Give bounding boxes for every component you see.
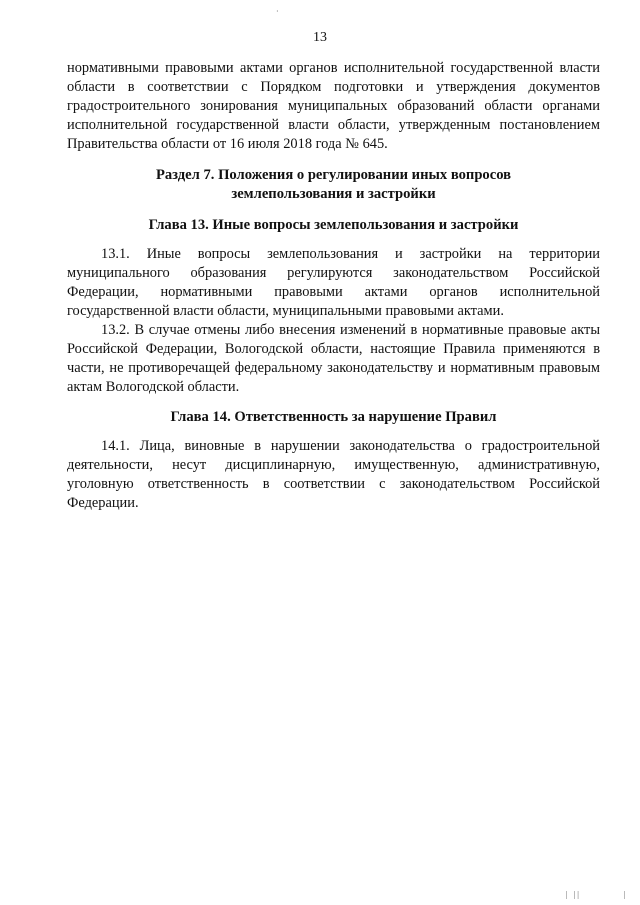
clause-13-1: 13.1. Иные вопросы землепользования и застройки на территории муниципального образования регулируются законодательством Российской Федерации, нормативными правовыми актами органов исполнительной государственной власти области, муниципальными правовыми актами. <box>67 246 600 319</box>
intro-paragraph: нормативными правовыми актами органов исполнительной государственной власти области в соответствии с Порядком подготовки и утверждения документов градостроительного зонирования муниципальных образований области органами исполнительной государственной власти области, утвержденным постановлением Правительства области от 16 июля 2018 года № 645. <box>67 60 600 152</box>
section-heading-line-1: Раздел 7. Положения о регулировании иных вопросов <box>155 167 512 183</box>
clause-13-2: 13.2. В случае отмены либо внесения изменений в нормативные правовые акты Российской Федерации, Вологодской области, настоящие Правила применяются в части, не противоречащей федеральному законодательству и нормативным правовым актам Вологодской области. <box>67 322 600 395</box>
page-content <box>67 59 600 513</box>
scan-mark: | || <box>566 890 581 899</box>
chapter-14-heading: Глава 14. Ответственность за нарушение Правил <box>170 409 497 425</box>
page-number: 13 <box>313 30 327 45</box>
scan-mark: · <box>276 7 279 16</box>
clause-14-1: 14.1. Лица, виновные в нарушении законодательства о градостроительной деятельности, несут дисциплинарную, имущественную, административную, уголовную ответственность в соответствии с законодательством Российской Федерации. <box>67 438 600 511</box>
section-heading-line-2: землепользования и застройки <box>231 186 436 202</box>
chapter-13-heading: Глава 13. Иные вопросы землепользования и застройки <box>148 217 519 233</box>
section-7-heading <box>67 166 600 204</box>
scan-mark: | <box>624 890 626 899</box>
